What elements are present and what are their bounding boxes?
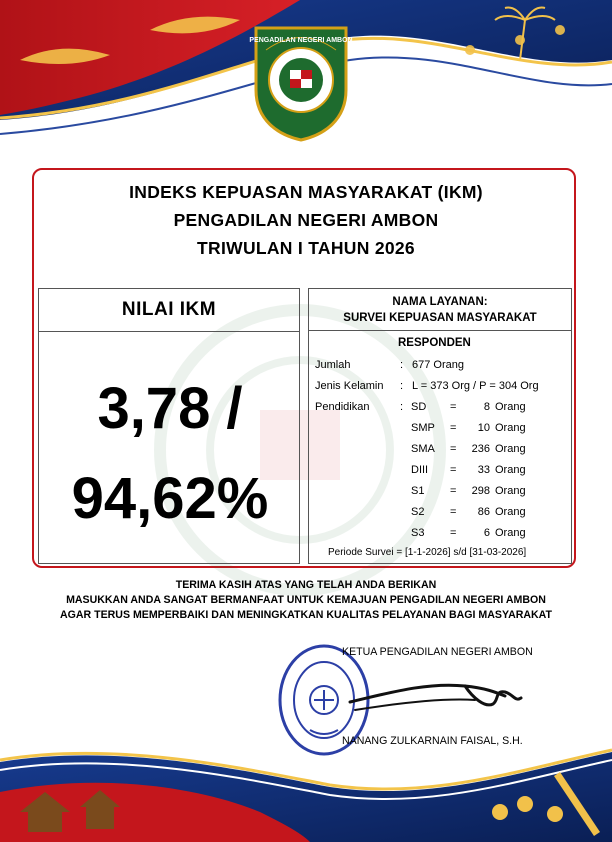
edu-equals: = [450, 443, 457, 455]
edu-level: DIII [411, 464, 429, 476]
edu-count: 33 [477, 464, 490, 476]
edu-unit: Orang [495, 401, 526, 413]
survey-period: Periode Survei = [1-1-2026] s/d [31-03-2026] [328, 547, 527, 558]
edu-unit: Orang [495, 506, 526, 518]
title-line-2: PENGADILAN NEGERI AMBON [173, 210, 439, 230]
edu-count: 8 [483, 401, 490, 413]
edu-level: SD [411, 401, 427, 413]
edu-count: 298 [471, 485, 490, 497]
edu-equals: = [450, 401, 457, 413]
edu-equals: = [450, 422, 457, 434]
edu-count: 10 [477, 422, 490, 434]
ikm-percentage: 94,62% [71, 466, 269, 531]
edu-count: 86 [477, 506, 490, 518]
colon: : [400, 359, 404, 371]
thanks-line-1: TERIMA KASIH ATAS YANG TELAH ANDA BERIKAN [175, 579, 437, 591]
court-logo-icon [246, 20, 356, 142]
edu-level: SMP [411, 422, 435, 434]
edu-level: S3 [411, 527, 425, 539]
signature-title: KETUA PENGADILAN NEGERI AMBON [342, 646, 533, 658]
thanks-line-2: MASUKKAN ANDA SANGAT BERMANFAAT UNTUK KEMAJUAN PENGADILAN NEGERI AMBON [66, 594, 546, 606]
edu-level: S2 [411, 506, 425, 518]
respondent-box [308, 288, 572, 564]
edu-level: S1 [411, 485, 425, 497]
edu-unit: Orang [495, 485, 526, 497]
edu-equals: = [450, 485, 457, 497]
logo-text: PENGADILAN NEGERI AMBON [249, 37, 353, 44]
edu-unit: Orang [495, 464, 526, 476]
service-heading [309, 289, 571, 331]
edu-count: 6 [483, 527, 490, 539]
thanks-line-3: AGAR TERUS MEMPERBAIKI DAN MENINGKATKAN KUALITAS PELAYANAN BAGI MASYARAKAT [59, 609, 553, 621]
title-line-3: TRIWULAN I TAHUN 2026 [197, 238, 415, 258]
education-label: Pendidikan [315, 401, 370, 413]
edu-level: SMA [411, 443, 435, 455]
bottom-banner-decoration [0, 732, 612, 842]
edu-unit: Orang [495, 443, 526, 455]
edu-unit: Orang [495, 527, 526, 539]
respondent-heading: RESPONDEN [398, 337, 471, 349]
signatory-name: NANANG ZULKARNAIN FAISAL, S.H. [342, 735, 523, 747]
jumlah-label: Jumlah [315, 359, 351, 371]
service-label: NAMA LAYANAN: [392, 296, 488, 308]
edu-equals: = [450, 506, 457, 518]
edu-count: 236 [471, 443, 490, 455]
edu-equals: = [450, 527, 457, 539]
handwritten-signature-icon [345, 672, 525, 720]
ikm-score: 3,78 / [97, 376, 243, 441]
colon: : [400, 380, 404, 392]
edu-unit: Orang [495, 422, 526, 434]
edu-equals: = [450, 464, 457, 476]
jumlah-value: 677 Orang [412, 359, 464, 371]
title-line-1: INDEKS KEPUASAN MASYARAKAT (IKM) [129, 182, 483, 202]
gender-value: L = 373 Org / P = 304 Org [412, 380, 539, 392]
ikm-heading: NILAI IKM [39, 289, 299, 332]
ikm-value-box [38, 288, 300, 564]
colon: : [400, 401, 404, 413]
gender-label: Jenis Kelamin [315, 380, 384, 392]
service-name: SURVEI KEPUASAN MASYARAKAT [343, 312, 537, 324]
